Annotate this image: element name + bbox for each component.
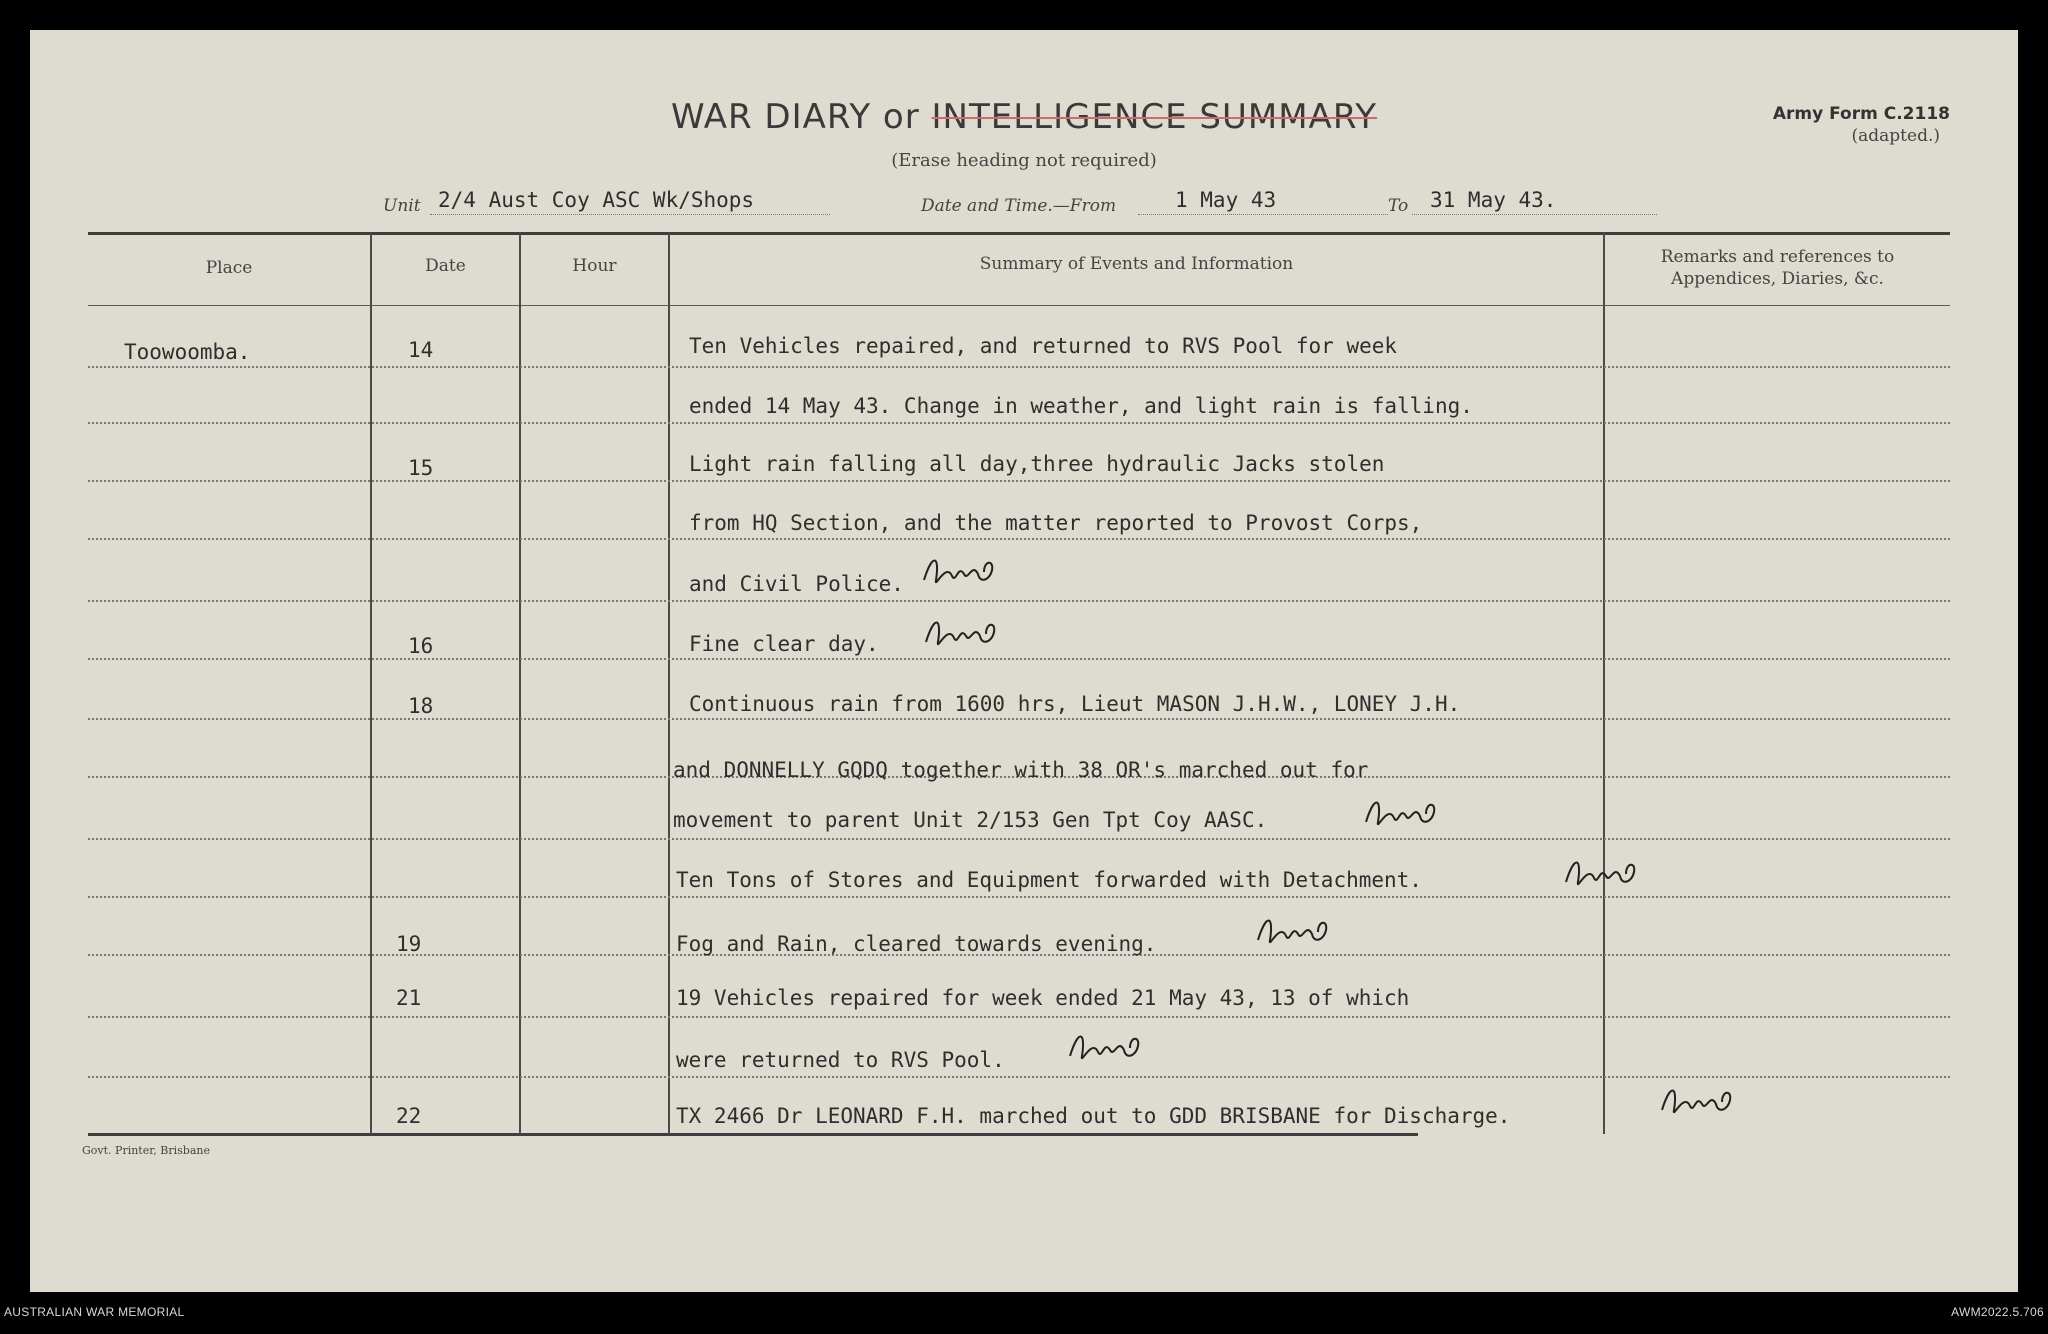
unit-underline: [430, 214, 830, 215]
row-summary: were returned to RVS Pool.: [676, 1048, 1005, 1072]
row-summary: 19 Vehicles repaired for week ended 21 May 43, 13 of which: [676, 986, 1410, 1010]
row-place: Toowoomba.: [124, 340, 251, 364]
table-top-rule: [88, 232, 1950, 235]
table-header-rule: [88, 305, 1950, 306]
row-summary: Ten Tons of Stores and Equipment forwarded with Detachment.: [676, 868, 1422, 892]
to-underline: [1412, 214, 1657, 215]
signature-initials: [918, 550, 998, 594]
row-rule: [88, 896, 1950, 898]
printer-imprint: Govt. Printer, Brisbane: [82, 1144, 210, 1157]
row-rule: [88, 1076, 1950, 1078]
from-underline: [1138, 214, 1388, 215]
row-summary: Fog and Rain, cleared towards evening.: [676, 932, 1157, 956]
row-date: 15: [408, 456, 434, 480]
remarks-header-line-2: Appendices, Diaries, &c.: [1671, 269, 1884, 289]
column-header-summary: Summary of Events and Information: [979, 254, 1294, 274]
row-summary: Continuous rain from 1600 hrs, Lieut MASON J.H.W., LONEY J.H.: [689, 692, 1461, 716]
unit-label: Unit: [383, 196, 421, 216]
row-rule: [88, 718, 1950, 720]
row-rule: [88, 538, 1950, 540]
signature-initials: [1064, 1026, 1144, 1070]
row-summary: and DONNELLY GQDQ together with 38 OR's marched out for: [673, 758, 1369, 782]
form-note: (adapted.): [1851, 126, 1940, 146]
row-summary: TX 2466 Dr LEONARD F.H. marched out to GDD BRISBANE for Discharge.: [676, 1104, 1511, 1128]
signature-initials: [1360, 792, 1440, 836]
signature-initials: [1656, 1080, 1736, 1124]
title-struck-summary: INTELLIGENCE SUMMARY: [931, 97, 1378, 137]
to-value: 31 May 43.: [1430, 188, 1557, 212]
row-rule: [88, 422, 1950, 424]
row-date: 14: [408, 338, 434, 362]
form-number: Army Form C.2118: [1772, 104, 1950, 124]
row-summary: and Civil Police.: [689, 572, 904, 596]
title-war-diary: WAR DIARY: [670, 97, 872, 137]
row-date: 19: [396, 932, 422, 956]
row-summary: Light rain falling all day,three hydraulic Jacks stolen: [689, 452, 1385, 476]
row-summary: movement to parent Unit 2/153 Gen Tpt Coy AASC.: [673, 808, 1268, 832]
row-summary: from HQ Section, and the matter reported to Provost Corps,: [689, 511, 1423, 535]
row-rule: [88, 366, 1950, 368]
unit-value: 2/4 Aust Coy ASC Wk/Shops: [438, 188, 755, 212]
row-date: 16: [408, 634, 434, 658]
table-bottom-rule: [88, 1133, 1418, 1136]
signature-initials: [1252, 910, 1332, 954]
archive-caption-left: AUSTRALIAN WAR MEMORIAL: [4, 1305, 185, 1319]
from-value: 1 May 43: [1175, 188, 1277, 212]
signature-initials: [1560, 852, 1640, 896]
column-header-hour: Hour: [572, 256, 617, 276]
row-date: 21: [396, 986, 422, 1010]
row-rule: [88, 600, 1950, 602]
signature-initials: [920, 612, 1000, 656]
remarks-header-line-1: Remarks and references to: [1660, 247, 1895, 267]
row-summary: ended 14 May 43. Change in weather, and light rain is falling.: [689, 394, 1473, 418]
archive-caption-right: AWM2022.5.706: [1951, 1305, 2044, 1319]
row-summary: Ten Vehicles repaired, and returned to RVS Pool for week: [689, 334, 1398, 358]
row-rule: [88, 480, 1950, 482]
row-rule: [88, 838, 1950, 840]
row-date: 22: [396, 1104, 422, 1128]
row-summary: Fine clear day.: [689, 632, 879, 656]
document-subtitle: (Erase heading not required): [891, 150, 1157, 171]
column-header-place: Place: [205, 258, 253, 278]
row-rule: [88, 1016, 1950, 1018]
column-header-date: Date: [425, 256, 466, 276]
to-label: To: [1388, 196, 1409, 216]
column-header-remarks: [1605, 246, 1950, 290]
date-label: Date and Time.—From: [921, 196, 1117, 216]
row-rule: [88, 658, 1950, 660]
title-or: or: [882, 97, 920, 137]
row-date: 18: [408, 694, 434, 718]
